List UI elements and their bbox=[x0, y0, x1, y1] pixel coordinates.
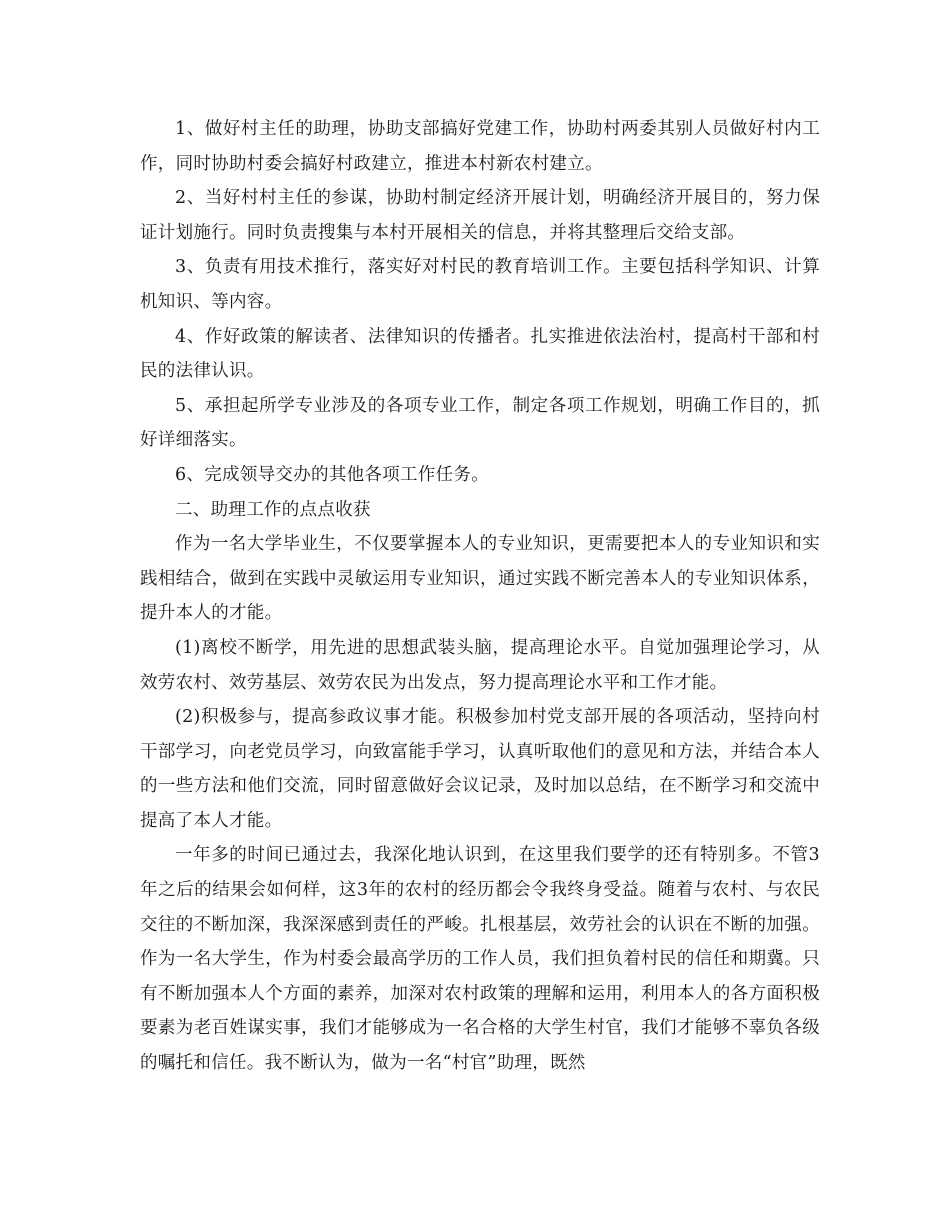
duty-paragraph-4: 4、作好政策的解读者、法律知识的传播者。扎实推进依法治村，提高村干部和村民的法律认识。 bbox=[140, 326, 820, 382]
body-paragraph-point-2: (2)积极参与，提高参政议事才能。积极参加村党支部开展的各项活动，坚持向村干部学习，向老党员学习，向致富能手学习，认真听取他们的意见和方法，并结合本人的一些方法和他们交流，同时留意做好会议记录，及时加以总结，在不断学习和交流中提高了本人才能。 bbox=[140, 707, 820, 831]
duty-paragraph-6: 6、完成领导交办的其他各项工作任务。 bbox=[175, 464, 490, 485]
body-paragraph-reflection: 一年多的时间已通过去，我深化地认识到，在这里我们要学的还有特别多。不管3年之后的结果会如何样，这3年的农村的经历都会令我终身受益。随着与农村、与农民交往的不断加深，我深深感到责任的严峻。扎根基层，效劳社会的认识在不断的加强。作为一名大学生，作为村委会最高学历的工作人员，我们担负着村民的信任和期冀。只有不断加强本人个方面的素养，加深对农村政策的理解和运用，利用本人的各方面积极要素为老百姓谋实事，我们才能够成为一名合格的大学生村官，我们才能够不辜负各级的嘱托和信任。我不断认为，做为一名“村官”助理，既然 bbox=[140, 845, 820, 1074]
body-paragraph-point-1: (1)离校不断学，用先进的思想武装头脑，提高理论水平。自觉加强理论学习，从效劳农村、效劳基层、效劳农民为出发点，努力提高理论水平和工作才能。 bbox=[140, 637, 820, 693]
body-paragraph-intro: 作为一名大学毕业生，不仅要掌握本人的专业知识，更需要把本人的专业知识和实践相结合，做到在实践中灵敏运用专业知识，通过实践不断完善本人的专业知识体系，提升本人的才能。 bbox=[140, 534, 820, 624]
duty-paragraph-2: 2、当好村村主任的参谋，协助村制定经济开展计划，明确经济开展目的，努力保证计划施行。同时负责搜集与本村开展相关的信息，并将其整理后交给支部。 bbox=[140, 188, 820, 243]
section-heading: 二、助理工作的点点收获 bbox=[175, 499, 371, 520]
document-page bbox=[140, 112, 820, 1081]
duty-paragraph-3: 3、负责有用技术推行，落实好对村民的教育培训工作。主要包括科学知识、计算机知识、等内容。 bbox=[140, 257, 820, 312]
duty-paragraph-5: 5、承担起所学专业涉及的各项专业工作，制定各项工作规划，明确工作目的，抓好详细落实。 bbox=[140, 395, 820, 451]
duty-paragraph-1: 1、做好村主任的助理，协助支部搞好党建工作，协助村两委其别人员做好村内工作，同时协助村委会搞好村政建立，推进本村新农村建立。 bbox=[140, 119, 820, 174]
